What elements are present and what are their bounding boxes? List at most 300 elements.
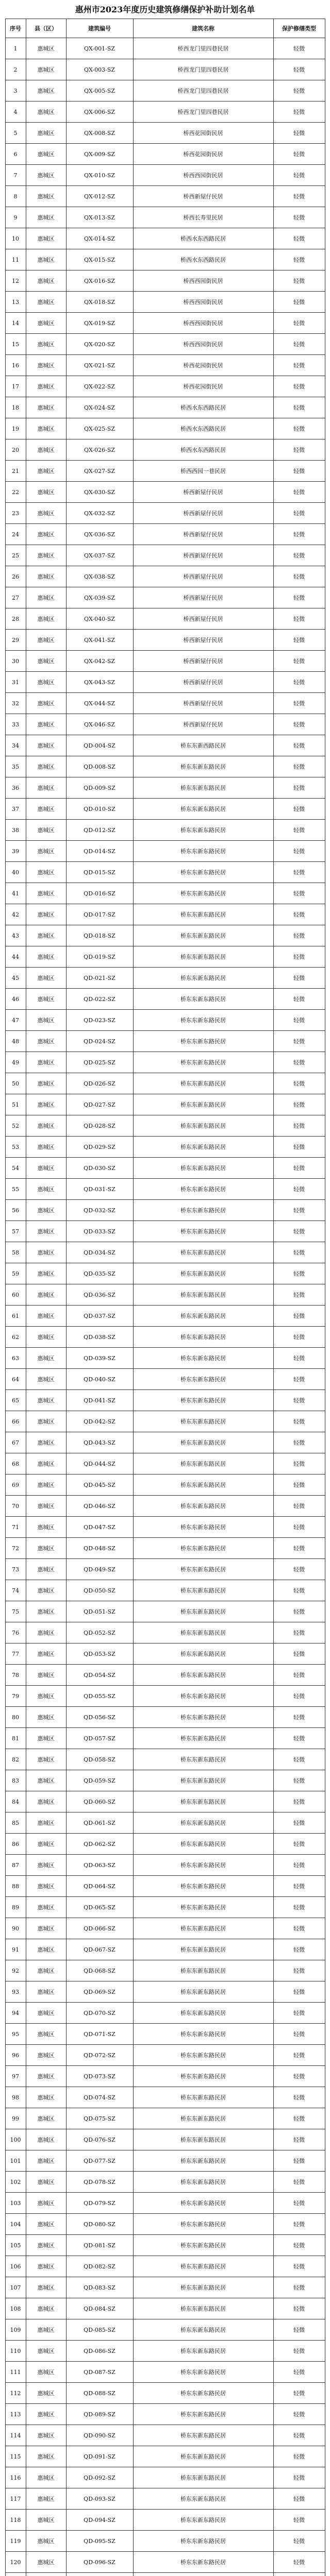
cell-serial: 119 xyxy=(5,2531,26,2552)
cell-repair-type: 轻微 xyxy=(273,207,325,228)
cell-district: 惠城区 xyxy=(26,228,66,249)
cell-district: 惠城区 xyxy=(26,1306,66,1327)
cell-building-code: QD-040-SZ xyxy=(66,1369,133,1390)
cell-serial: 104 xyxy=(5,2214,26,2235)
table-row xyxy=(5,587,325,608)
table-row xyxy=(5,1770,325,1791)
cell-district: 惠城区 xyxy=(26,2425,66,2446)
cell-building-name: 桥东东新东路民居 xyxy=(133,1728,273,1749)
cell-serial: 113 xyxy=(5,2404,26,2425)
table-row xyxy=(5,1284,325,1306)
cell-repair-type: 轻微 xyxy=(273,1496,325,1517)
column-header-repair-type: 保护修缮类型 xyxy=(273,19,325,38)
cell-district: 惠城区 xyxy=(26,59,66,80)
cell-building-name: 桥东东新东路民居 xyxy=(133,1918,273,1939)
cell-building-code: QD-043-SZ xyxy=(66,1432,133,1453)
cell-district: 惠城区 xyxy=(26,1496,66,1517)
cell-building-name: 桥东东新东路民居 xyxy=(133,2552,273,2573)
cell-serial: 4 xyxy=(5,101,26,123)
cell-serial: 30 xyxy=(5,651,26,672)
cell-district: 惠城区 xyxy=(26,2362,66,2383)
table-row xyxy=(5,2573,325,2576)
cell-repair-type: 轻微 xyxy=(273,862,325,883)
table-body xyxy=(5,38,325,2576)
cell-building-name: 桥西西园街民居 xyxy=(133,313,273,334)
cell-building-name: 桥西西园街民居 xyxy=(133,292,273,313)
cell-district: 惠城区 xyxy=(26,2467,66,2488)
cell-district: 惠城区 xyxy=(26,651,66,672)
cell-serial: 27 xyxy=(5,587,26,608)
cell-building-name: 桥东东新东路民居 xyxy=(133,1031,273,1052)
column-header-district: 县（区） xyxy=(26,19,66,38)
cell-district: 惠城区 xyxy=(26,2003,66,2024)
cell-repair-type: 轻微 xyxy=(273,630,325,651)
cell-district: 惠城区 xyxy=(26,925,66,946)
cell-district: 惠城区 xyxy=(26,186,66,207)
cell-serial: 97 xyxy=(5,2066,26,2087)
cell-building-code: QX-024-SZ xyxy=(66,397,133,418)
cell-repair-type: 轻微 xyxy=(273,2235,325,2256)
cell-serial: 73 xyxy=(5,1559,26,1580)
table-row xyxy=(5,524,325,545)
cell-building-code: QD-061-SZ xyxy=(66,1812,133,1834)
cell-serial: 51 xyxy=(5,1094,26,1115)
cell-serial: 100 xyxy=(5,2129,26,2150)
cell-repair-type: 轻微 xyxy=(273,1432,325,1453)
cell-serial: 59 xyxy=(5,1263,26,1284)
cell-building-code: QD-056-SZ xyxy=(66,1707,133,1728)
cell-repair-type: 轻微 xyxy=(273,1728,325,1749)
cell-district: 惠城区 xyxy=(26,1559,66,1580)
cell-repair-type: 轻微 xyxy=(273,1855,325,1876)
table-row xyxy=(5,1327,325,1348)
cell-repair-type: 轻微 xyxy=(273,524,325,545)
cell-repair-type: 轻微 xyxy=(273,651,325,672)
cell-district: 惠城区 xyxy=(26,2150,66,2172)
cell-building-code: QD-073-SZ xyxy=(66,2066,133,2087)
table-row xyxy=(5,1432,325,1453)
cell-serial: 41 xyxy=(5,883,26,904)
cell-building-code: QD-037-SZ xyxy=(66,1306,133,1327)
cell-building-code: QX-040-SZ xyxy=(66,608,133,630)
cell-repair-type: 轻微 xyxy=(273,482,325,503)
cell-repair-type: 轻微 xyxy=(273,1348,325,1369)
cell-building-name: 桥东东新东路民居 xyxy=(133,2488,273,2510)
cell-building-name: 桥东东新东路民居 xyxy=(133,1115,273,1137)
cell-district: 惠城区 xyxy=(26,461,66,482)
cell-building-name: 桥东东新东路民居 xyxy=(133,1749,273,1770)
cell-building-code: QD-039-SZ xyxy=(66,1348,133,1369)
cell-district: 惠城区 xyxy=(26,2066,66,2087)
column-header-building-code: 建筑编号 xyxy=(66,19,133,38)
cell-serial: 28 xyxy=(5,608,26,630)
table-row xyxy=(5,2193,325,2214)
cell-serial: 47 xyxy=(5,1010,26,1031)
cell-building-code: QD-028-SZ xyxy=(66,1115,133,1137)
cell-serial: 92 xyxy=(5,1960,26,1981)
cell-district: 惠城区 xyxy=(26,355,66,376)
cell-building-code: QX-027-SZ xyxy=(66,461,133,482)
cell-repair-type: 轻微 xyxy=(273,2066,325,2087)
cell-building-name: 桥东东新东路民居 xyxy=(133,1200,273,1221)
table-row xyxy=(5,1728,325,1749)
table-row xyxy=(5,1010,325,1031)
cell-building-code: QD-046-SZ xyxy=(66,1496,133,1517)
cell-building-code: QD-016-SZ xyxy=(66,883,133,904)
table-row xyxy=(5,2172,325,2193)
cell-repair-type: 轻微 xyxy=(273,1918,325,1939)
cell-building-name: 桥西新屋仔民居 xyxy=(133,672,273,693)
cell-repair-type: 轻微 xyxy=(273,2341,325,2362)
cell-serial: 82 xyxy=(5,1749,26,1770)
cell-building-name: 桥东东新东路民居 xyxy=(133,2024,273,2045)
cell-building-name: 桥东东新东路民居 xyxy=(133,2383,273,2404)
cell-building-code: QD-064-SZ xyxy=(66,1876,133,1897)
cell-serial: 101 xyxy=(5,2150,26,2172)
cell-repair-type: 轻微 xyxy=(273,1517,325,1538)
table-row xyxy=(5,883,325,904)
building-list-table xyxy=(5,19,325,2576)
cell-building-name: 桥东东新东路民居 xyxy=(133,1137,273,1158)
cell-building-name: 桥东东新东路民居 xyxy=(133,1855,273,1876)
table-row xyxy=(5,2488,325,2510)
cell-building-code: QX-036-SZ xyxy=(66,524,133,545)
cell-district: 惠城区 xyxy=(26,1834,66,1855)
cell-building-name: 桥西新屋仔民居 xyxy=(133,186,273,207)
cell-serial: 31 xyxy=(5,672,26,693)
table-row xyxy=(5,1918,325,1939)
cell-building-name: 桥西新屋仔民居 xyxy=(133,630,273,651)
cell-district: 惠城区 xyxy=(26,777,66,799)
cell-serial: 78 xyxy=(5,1665,26,1686)
cell-building-name: 桥东东新东路民居 xyxy=(133,2129,273,2150)
cell-building-name: 桥东东新东路民居 xyxy=(133,1622,273,1643)
cell-building-code: QD-018-SZ xyxy=(66,925,133,946)
table-row xyxy=(5,1876,325,1897)
cell-district: 惠城区 xyxy=(26,904,66,925)
cell-building-code: QD-094-SZ xyxy=(66,2510,133,2531)
cell-repair-type: 轻微 xyxy=(273,2467,325,2488)
cell-building-code: QD-051-SZ xyxy=(66,1601,133,1622)
cell-serial: 67 xyxy=(5,1432,26,1453)
cell-building-code: QD-017-SZ xyxy=(66,904,133,925)
cell-repair-type: 轻微 xyxy=(273,1939,325,1960)
cell-district: 惠城区 xyxy=(26,334,66,355)
table-row xyxy=(5,1559,325,1580)
cell-repair-type: 轻微 xyxy=(273,228,325,249)
cell-district: 惠城区 xyxy=(26,799,66,820)
table-row xyxy=(5,1981,325,2003)
cell-building-name: 桥东东新东路民居 xyxy=(133,1052,273,1073)
table-row xyxy=(5,1834,325,1855)
cell-repair-type: 轻微 xyxy=(273,2383,325,2404)
cell-district: 惠城区 xyxy=(26,1981,66,2003)
table-row xyxy=(5,418,325,439)
cell-serial: 103 xyxy=(5,2193,26,2214)
cell-building-code: QX-008-SZ xyxy=(66,123,133,144)
cell-repair-type: 轻微 xyxy=(273,545,325,566)
cell-building-code: QD-095-SZ xyxy=(66,2531,133,2552)
cell-building-code: QD-060-SZ xyxy=(66,1791,133,1812)
cell-building-name: 桥西西园街民居 xyxy=(133,334,273,355)
table-row xyxy=(5,249,325,270)
cell-serial: 35 xyxy=(5,756,26,777)
cell-repair-type: 轻微 xyxy=(273,883,325,904)
cell-building-name: 桥西花园街民居 xyxy=(133,376,273,397)
cell-building-code: QX-016-SZ xyxy=(66,270,133,292)
table-row xyxy=(5,123,325,144)
cell-district: 惠城区 xyxy=(26,2510,66,2531)
table-row xyxy=(5,1538,325,1559)
cell-building-code: QD-042-SZ xyxy=(66,1411,133,1432)
table-row xyxy=(5,313,325,334)
cell-building-code: QD-041-SZ xyxy=(66,1390,133,1411)
cell-district: 惠城区 xyxy=(26,1158,66,1179)
cell-building-name: 桥西西园街民居 xyxy=(133,165,273,186)
cell-repair-type: 轻微 xyxy=(273,1960,325,1981)
table-row xyxy=(5,1242,325,1263)
cell-building-name: 桥东东新东路民居 xyxy=(133,1453,273,1475)
cell-building-code: QD-009-SZ xyxy=(66,777,133,799)
table-row xyxy=(5,1812,325,1834)
cell-building-name: 桥西新屋仔民居 xyxy=(133,714,273,735)
table-row xyxy=(5,2404,325,2425)
cell-district: 惠城区 xyxy=(26,545,66,566)
cell-building-code: QD-082-SZ xyxy=(66,2256,133,2277)
table-row xyxy=(5,1791,325,1812)
cell-building-name: 桥东东新东路民居 xyxy=(133,989,273,1010)
cell-building-name: 桥东东新东路民居 xyxy=(133,2425,273,2446)
cell-building-code: QD-024-SZ xyxy=(66,1031,133,1052)
cell-district: 惠城区 xyxy=(26,1475,66,1496)
cell-building-name: 桥东东新东路民居 xyxy=(133,1559,273,1580)
cell-building-code: QD-036-SZ xyxy=(66,1284,133,1306)
table-row xyxy=(5,1643,325,1665)
cell-district: 惠城区 xyxy=(26,1918,66,1939)
cell-repair-type: 轻微 xyxy=(273,1052,325,1073)
cell-building-code: QD-077-SZ xyxy=(66,2150,133,2172)
cell-repair-type: 轻微 xyxy=(273,1601,325,1622)
cell-district: 惠城区 xyxy=(26,1665,66,1686)
cell-serial: 44 xyxy=(5,946,26,968)
table-row xyxy=(5,2341,325,2362)
cell-building-code: QD-021-SZ xyxy=(66,968,133,989)
cell-building-name: 桥东东新东路民居 xyxy=(133,883,273,904)
table-row xyxy=(5,1686,325,1707)
cell-serial: 98 xyxy=(5,2087,26,2108)
cell-district: 惠城区 xyxy=(26,1242,66,1263)
cell-repair-type: 轻微 xyxy=(273,2193,325,2214)
cell-serial: 55 xyxy=(5,1179,26,1200)
cell-district: 惠城区 xyxy=(26,313,66,334)
cell-district: 惠城区 xyxy=(26,38,66,59)
table-row xyxy=(5,968,325,989)
table-row xyxy=(5,1158,325,1179)
cell-repair-type: 轻微 xyxy=(273,2552,325,2573)
cell-building-code: QX-020-SZ xyxy=(66,334,133,355)
cell-building-code: QD-086-SZ xyxy=(66,2341,133,2362)
cell-repair-type: 轻微 xyxy=(273,841,325,862)
table-row xyxy=(5,334,325,355)
cell-repair-type: 轻微 xyxy=(273,2425,325,2446)
cell-serial: 99 xyxy=(5,2108,26,2129)
cell-district: 惠城区 xyxy=(26,376,66,397)
cell-district: 惠城区 xyxy=(26,1432,66,1453)
cell-repair-type: 轻微 xyxy=(273,165,325,186)
table-row xyxy=(5,1348,325,1369)
cell-district: 惠城区 xyxy=(26,2531,66,2552)
table-row xyxy=(5,1665,325,1686)
cell-district: 惠城区 xyxy=(26,144,66,165)
cell-serial: 66 xyxy=(5,1411,26,1432)
table-row xyxy=(5,2003,325,2024)
cell-repair-type: 轻微 xyxy=(273,756,325,777)
cell-district: 惠城区 xyxy=(26,1960,66,1981)
cell-repair-type: 轻微 xyxy=(273,2277,325,2298)
cell-repair-type: 轻微 xyxy=(273,1010,325,1031)
cell-repair-type: 轻微 xyxy=(273,439,325,461)
cell-building-code: QD-050-SZ xyxy=(66,1580,133,1601)
table-row xyxy=(5,630,325,651)
cell-district: 惠城区 xyxy=(26,1643,66,1665)
cell-district: 惠城区 xyxy=(26,841,66,862)
cell-building-code: QX-025-SZ xyxy=(66,418,133,439)
cell-district: 惠城区 xyxy=(26,587,66,608)
cell-district: 惠城区 xyxy=(26,270,66,292)
table-row xyxy=(5,207,325,228)
cell-district: 惠城区 xyxy=(26,693,66,714)
cell-building-name: 桥东东新东路民居 xyxy=(133,1517,273,1538)
cell-building-name: 桥东东新东路民居 xyxy=(133,1812,273,1834)
cell-repair-type: 轻微 xyxy=(273,2404,325,2425)
cell-repair-type: 轻微 xyxy=(273,777,325,799)
cell-district: 惠城区 xyxy=(26,756,66,777)
cell-district: 惠城区 xyxy=(26,2235,66,2256)
table-row xyxy=(5,672,325,693)
cell-repair-type: 轻微 xyxy=(273,1686,325,1707)
cell-building-name: 桥东东新东路民居 xyxy=(133,1686,273,1707)
cell-serial: 15 xyxy=(5,334,26,355)
cell-building-name: 桥东东新东路民居 xyxy=(133,925,273,946)
cell-building-code: QX-005-SZ xyxy=(66,80,133,101)
cell-serial: 70 xyxy=(5,1496,26,1517)
cell-building-name: 桥西龙门里四巷民居 xyxy=(133,59,273,80)
cell-serial: 48 xyxy=(5,1031,26,1052)
cell-repair-type: 轻微 xyxy=(273,2319,325,2341)
cell-serial: 90 xyxy=(5,1918,26,1939)
table-row xyxy=(5,439,325,461)
table-row xyxy=(5,2108,325,2129)
cell-serial: 42 xyxy=(5,904,26,925)
cell-building-name xyxy=(133,2573,273,2576)
cell-repair-type: 轻微 xyxy=(273,1306,325,1327)
table-row xyxy=(5,1453,325,1475)
table-row xyxy=(5,799,325,820)
cell-building-code: QD-069-SZ xyxy=(66,1981,133,2003)
cell-building-code: QD-015-SZ xyxy=(66,862,133,883)
cell-building-name: 桥西新屋仔民居 xyxy=(133,482,273,503)
cell-building-name: 桥西水东西路民居 xyxy=(133,418,273,439)
cell-building-name: 桥东东新东路民居 xyxy=(133,2235,273,2256)
table-header-row xyxy=(5,19,325,38)
table-row xyxy=(5,1221,325,1242)
cell-serial: 32 xyxy=(5,693,26,714)
table-row xyxy=(5,841,325,862)
table-row xyxy=(5,2383,325,2404)
cell-serial: 43 xyxy=(5,925,26,946)
cell-serial: 76 xyxy=(5,1622,26,1643)
cell-building-code: QD-093-SZ xyxy=(66,2488,133,2510)
cell-repair-type: 轻微 xyxy=(273,2446,325,2467)
cell-repair-type: 轻微 xyxy=(273,2003,325,2024)
cell-serial: 36 xyxy=(5,777,26,799)
cell-serial: 118 xyxy=(5,2510,26,2531)
cell-repair-type: 轻微 xyxy=(273,2150,325,2172)
cell-repair-type: 轻微 xyxy=(273,1538,325,1559)
cell-repair-type: 轻微 xyxy=(273,1580,325,1601)
cell-district: 惠城区 xyxy=(26,1791,66,1812)
cell-district: 惠城区 xyxy=(26,2319,66,2341)
cell-repair-type: 轻微 xyxy=(273,292,325,313)
cell-building-code: QD-091-SZ xyxy=(66,2446,133,2467)
cell-building-code: QD-019-SZ xyxy=(66,946,133,968)
cell-building-code: QD-089-SZ xyxy=(66,2404,133,2425)
cell-building-name: 桥东东新东路民居 xyxy=(133,2193,273,2214)
cell-building-code: QD-071-SZ xyxy=(66,2024,133,2045)
cell-serial: 25 xyxy=(5,545,26,566)
cell-repair-type: 轻微 xyxy=(273,2024,325,2045)
cell-serial: 105 xyxy=(5,2235,26,2256)
cell-serial: 23 xyxy=(5,503,26,524)
cell-repair-type: 轻微 xyxy=(273,714,325,735)
cell-building-name: 桥西新屋仔民居 xyxy=(133,566,273,587)
cell-repair-type: 轻微 xyxy=(273,925,325,946)
cell-repair-type: 轻微 xyxy=(273,1770,325,1791)
cell-building-name: 桥西水东西路民居 xyxy=(133,397,273,418)
cell-building-code: QX-019-SZ xyxy=(66,313,133,334)
cell-repair-type: 轻微 xyxy=(273,968,325,989)
cell-building-name: 桥西西园一巷民居 xyxy=(133,461,273,482)
cell-building-name: 桥东东新东路民居 xyxy=(133,1411,273,1432)
cell-building-code: QX-021-SZ xyxy=(66,355,133,376)
cell-repair-type: 轻微 xyxy=(273,1453,325,1475)
cell-serial: 3 xyxy=(5,80,26,101)
table-row xyxy=(5,2298,325,2319)
cell-district: 惠城区 xyxy=(26,1221,66,1242)
cell-building-code: QD-063-SZ xyxy=(66,1855,133,1876)
table-row xyxy=(5,2510,325,2531)
cell-repair-type: 轻微 xyxy=(273,989,325,1010)
cell-district: 惠城区 xyxy=(26,1115,66,1137)
cell-serial: 40 xyxy=(5,862,26,883)
cell-serial: 19 xyxy=(5,418,26,439)
table-row xyxy=(5,2150,325,2172)
cell-building-code: QX-006-SZ xyxy=(66,101,133,123)
cell-district: 惠城区 xyxy=(26,249,66,270)
table-row xyxy=(5,1622,325,1643)
table-row xyxy=(5,989,325,1010)
cell-repair-type: 轻微 xyxy=(273,59,325,80)
cell-district: 惠城区 xyxy=(26,2045,66,2066)
cell-repair-type: 轻微 xyxy=(273,461,325,482)
table-row xyxy=(5,1601,325,1622)
cell-serial: 110 xyxy=(5,2341,26,2362)
cell-building-name: 桥西长寿里民居 xyxy=(133,207,273,228)
cell-building-code: QD-092-SZ xyxy=(66,2467,133,2488)
table-row xyxy=(5,756,325,777)
cell-repair-type: 轻微 xyxy=(273,820,325,841)
cell-district: 惠城区 xyxy=(26,1538,66,1559)
